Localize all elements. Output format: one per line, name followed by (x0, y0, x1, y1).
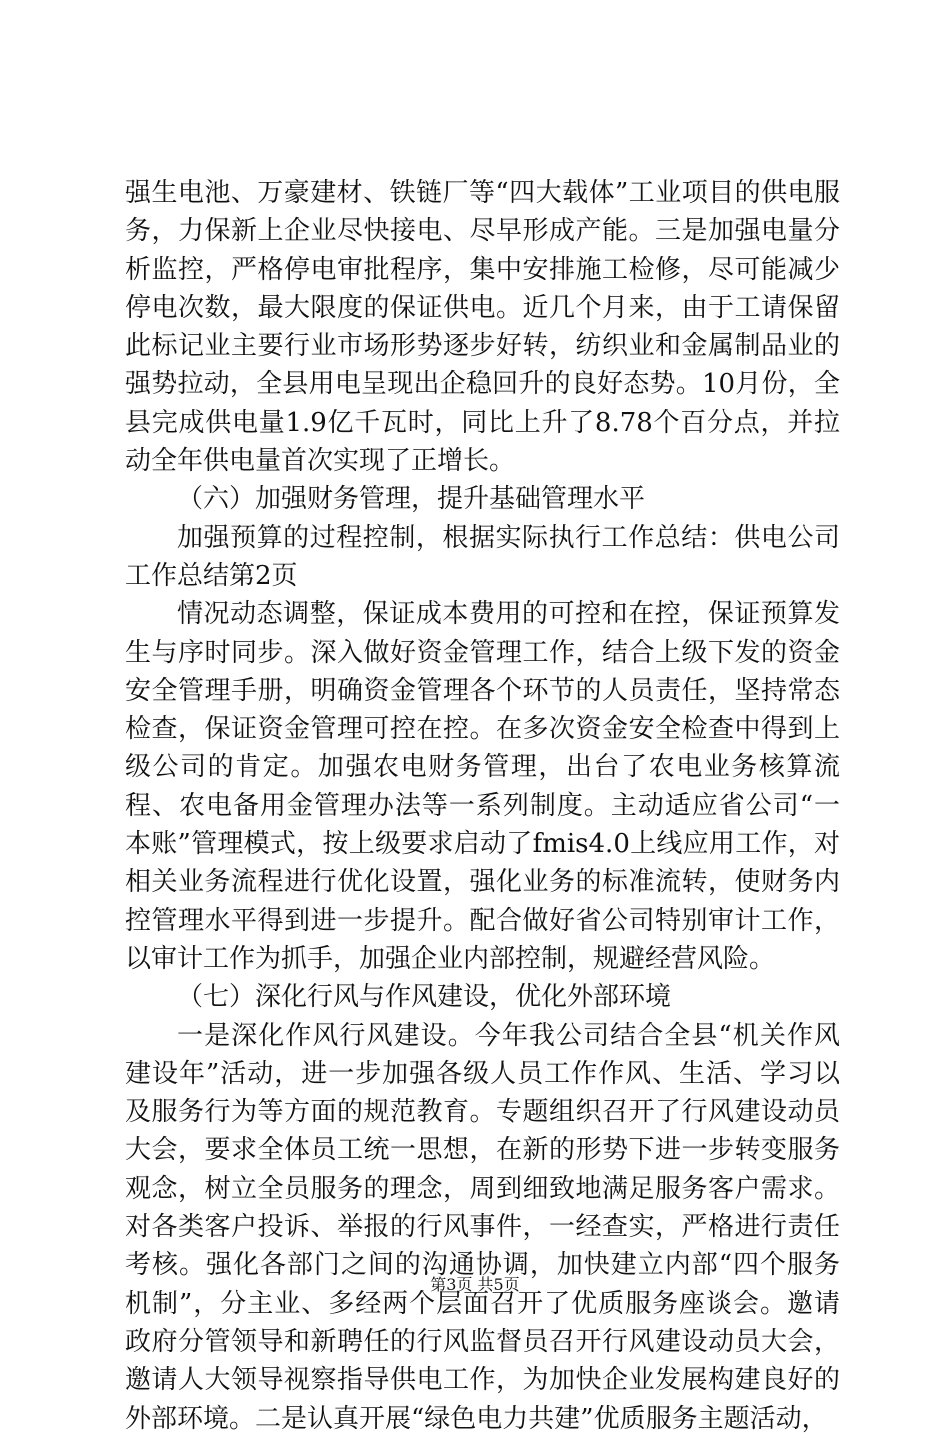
paragraph-finance-management: 情况动态调整，保证成本费用的可控和在控，保证预算发生与序时同步。深入做好资金管理工作，结合上级下发的资金安全管理手册，明确资金管理各个环节的人员责任，坚持常态检查，保证资金管理可控在控。在多次资金安全检查中得到上级公司的肯定。加强农电财务管理，出台了农电业务核算流程、农电备用金管理办法等一系列制度。主动适应省公司“一本账”管理模式，按上级要求启动了fmis4.0上线应用工作，对相关业务流程进行优化设置，强化业务的标准流转，使财务内控管理水平得到进一步提升。配合做好省公司特别审计工作，以审计工作为抓手，加强企业内部控制，规避经营风险。 (125, 599, 840, 974)
paragraph-conduct-building: 一是深化作风行风建设。今年我公司结合全县“机关作风建设年”活动，进一步加强各级人员工作作风、生活、学习以及服务行为等方面的规范教育。专题组织召开了行风建设动员大会，要求全体员工统一思想，在新的形势下进一步转变服务观念，树立全员服务的理念，周到细致地满足服务客户需求。对各类客户投诉、举报的行风事件，一经查实，严格进行责任考核。强化各部门之间的沟通协调，加快建立内部“四个服务机制”，分主业、多经两个层面召开了优质服务座谈会。邀请政府分管领导和新聘任的行风监督员召开行风建设动员大会，邀请人大领导视察指导供电工作，为加快企业发展构建良好的外部环境。二是认真开展“绿色电力共建”优质服务主题活动， (125, 1020, 840, 1434)
document-body (125, 174, 840, 1438)
section-heading-conduct: （七）深化行风与作风建设，优化外部环境 (177, 982, 672, 1013)
paragraph-budget-control: 加强预算的过程控制，根据实际执行工作总结：供电公司工作总结第2页 (125, 522, 840, 591)
paragraph-power-supply-service: 强生电池、万豪建材、铁链厂等“四大载体”工业项目的供电服务，力保新上企业尽快接电、尽早形成产能。三是加强电量分析监控，严格停电审批程序，集中安排施工检修，尽可能减少停电次数，最大限度的保证供电。近几个月来，由于工请保留此标记业主要行业市场形势逐步好转，纺织业和金属制品业的强势拉动，全县用电呈现出企稳回升的良好态势。10月份，全县完成供电量1.9亿千瓦时，同比上升了8.78个百分点，并拉动全年供电量首次实现了正增长。 (125, 178, 840, 477)
section-heading-finance: （六）加强财务管理，提升基础管理水平 (177, 484, 646, 515)
page-number-footer: 第3页 共5页 (430, 1275, 520, 1294)
